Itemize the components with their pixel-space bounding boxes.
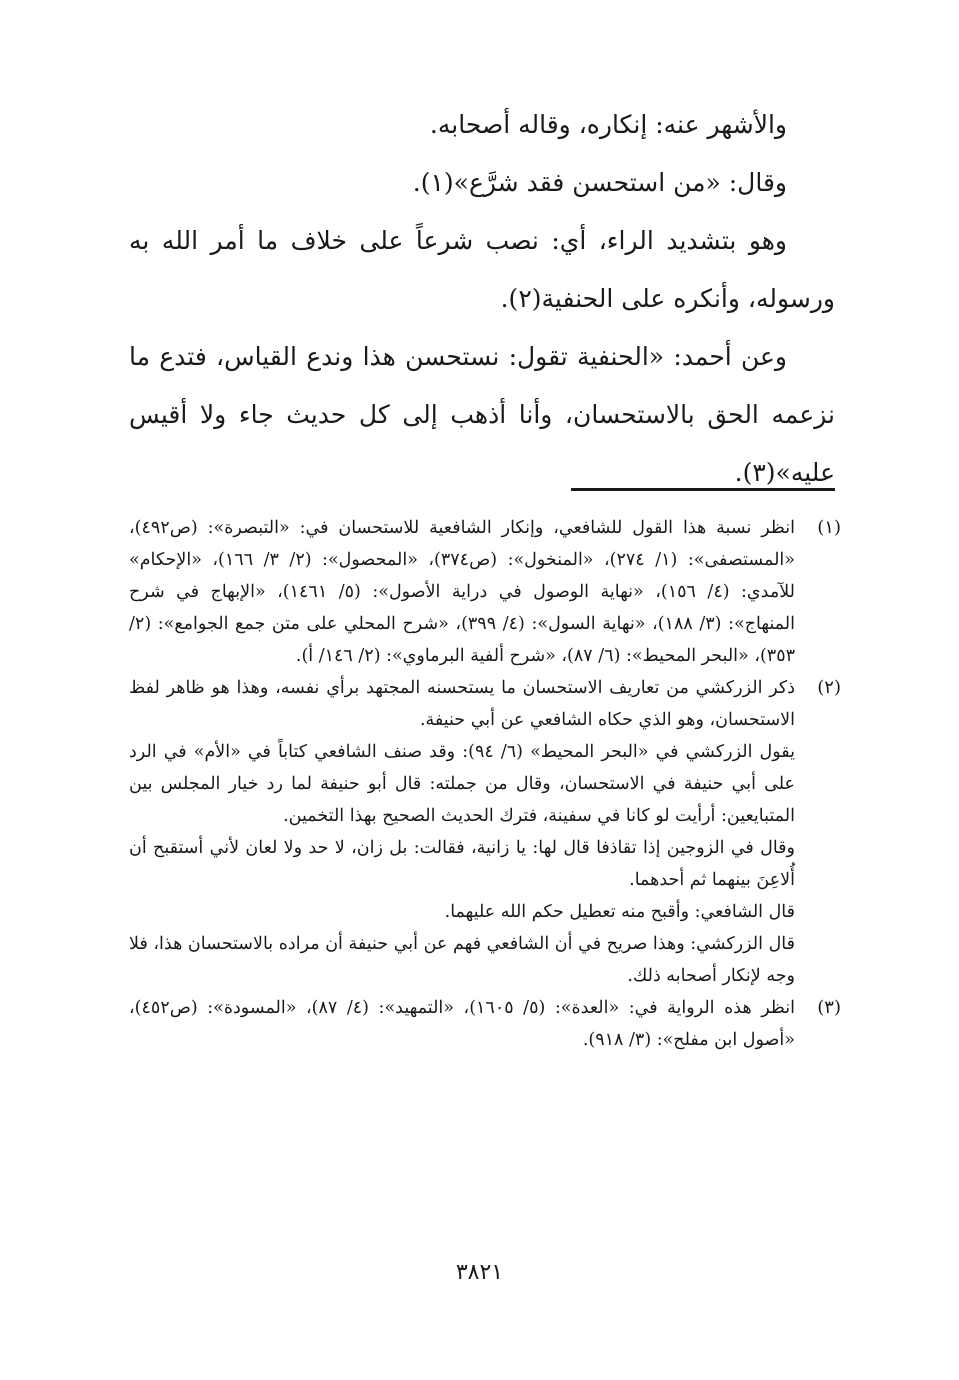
- main-paragraph-4: وعن أحمد: «الحنفية تقول: نستحسن هذا وندع القياس، فتدع ما نزعمه الحق بالاستحسان، وأنا أذهب إلى كل حديث جاء ولا أقيس عليه»(٣).: [129, 342, 835, 487]
- footnotes: [129, 512, 841, 1056]
- main-paragraph-2: وقال: «من استحسن فقد شرَّع»(١).: [412, 168, 787, 197]
- footnote-1: [129, 512, 841, 672]
- footnote-3: [129, 992, 841, 1056]
- footnote-text: انظر نسبة هذا القول للشافعي، وإنكار الشافعية للاستحسان في: «التبصرة»: (ص٤٩٢)، «المستصفى»: (١/ ٢٧٤)، «المنخول»: (ص٣٧٤)، «المحصول»: (٢/ ٣/ ١٦٦)، «الإحكام» للآمدي: (٤/ ١٥٦)، «نهاية الوصول في دراية الأصول»: (٥/ ١٤٦١)، «الإبهاج في شرح المنهاج»: (٣/ ١٨٨)، «نهاية السول»: (٤/ ٣٩٩)، «شرح المحلي على متن جمع الجوامع»: (٢/ ٣٥٣)، «البحر المحيط»: (٦/ ٨٧)، «شرح ألفية البرماوي»: (٢/ ١٤٦/ أ).: [129, 518, 795, 666]
- footnote-text: انظر هذه الرواية في: «العدة»: (٥/ ١٦٠٥)، «التمهيد»: (٤/ ٨٧)، «المسودة»: (ص٤٥٢)، «أصول ابن مفلح»: (٣/ ٩١٨).: [129, 998, 795, 1050]
- footnote-number: (٣): [817, 997, 841, 1018]
- page-number: ٣٨٢١: [455, 1260, 504, 1285]
- footnote-2: [129, 672, 841, 992]
- main-paragraph-3: وهو بتشديد الراء، أي: نصب شرعاً على خلاف ما أمر الله به ورسوله، وأنكره على الحنفية(٢).: [129, 226, 835, 313]
- footnote-number: (١): [817, 517, 841, 538]
- main-paragraph-1: والأشهر عنه: إنكاره، وقاله أصحابه.: [429, 110, 787, 139]
- footnote-text: وقال في الزوجين إذا تقاذفا قال لها: يا زانية، فقالت: بل زان، لا حد ولا لعان لأني أستقبح أن أُلاعِنَ بينهما ثم أحدهما.: [129, 838, 795, 890]
- footnote-number: (٢): [817, 677, 841, 698]
- footnote-text: يقول الزركشي في «البحر المحيط» (٦/ ٩٤): وقد صنف الشافعي كتاباً في «الأم» في الرد على أبي حنيفة في الاستحسان، وقال من جملته: قال أبو حنيفة لما رد خيار المجلس بين المتبايعين: أرأيت لو كانا في سفينة، فترك الحديث الصحيح بهذا التخمين.: [129, 742, 795, 826]
- main-text: [129, 96, 835, 502]
- footnote-text: ذكر الزركشي من تعاريف الاستحسان ما يستحسنه المجتهد برأي نفسه، وهذا هو ظاهر لفظ الاستحسان، وهو الذي حكاه الشافعي عن أبي حنيفة.: [129, 678, 795, 730]
- footnote-text: قال الشافعي: وأقبح منه تعطيل حكم الله عليهما.: [444, 902, 795, 922]
- footnote-text: قال الزركشي: وهذا صريح في أن الشافعي فهم عن أبي حنيفة أن مراده بالاستحسان هذا، فلا وجه لإنكار أصحابه ذلك.: [129, 934, 795, 986]
- footnote-separator: [571, 488, 835, 491]
